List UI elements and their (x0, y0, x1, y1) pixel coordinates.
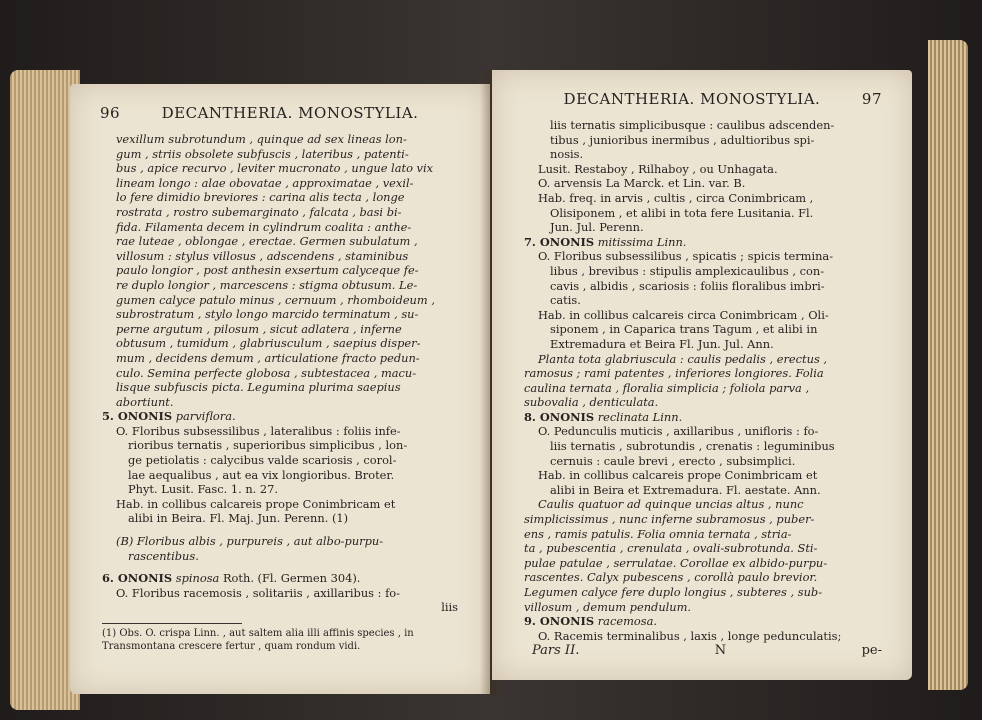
text-line: Hab. in collibus calcareis prope Conimbricam et (538, 468, 818, 483)
page-number-right: 97 (861, 90, 882, 108)
text-line: alibi in Beira et Extremadura. Fl. aestate. Ann. (550, 482, 821, 497)
text-line: simplicissimus , nunc inferne subramosus , puber- (524, 512, 815, 527)
left-running-header (100, 104, 460, 122)
text-line: Jun. Jul. Perenn. (550, 220, 644, 235)
entry-5-body (102, 424, 468, 526)
left-text-block (102, 132, 468, 653)
text-line: subrostratum , stylo longo marcido terminatum , su- (116, 307, 419, 322)
entry-6-species: spinosa (175, 571, 220, 586)
text-line: lisque subfuscis picta. Legumina plurima saepius (116, 380, 401, 395)
left-page (70, 84, 490, 694)
text-line: O. Floribus subsessilibus , lateralibus : foliis infe- (116, 423, 401, 438)
text-line: ramosus ; rami patentes , inferiores longiores. Folia (524, 366, 824, 381)
entry-8-species: reclinata Linn. (597, 409, 683, 424)
text-line: obtusum , tumidum , glabriusculum , saepius disper- (116, 336, 421, 351)
text-line: Phyt. Lusit. Fasc. 1. n. 27. (128, 482, 279, 497)
footnote-line: (1) Obs. O. crispa Linn. , aut saltem alia illi affinis species , in (102, 628, 414, 639)
text-line: rostrata , rostro subemarginato , falcata , basi bi- (116, 204, 402, 219)
text-line: bus , apice recurvo , leviter mucronato , ungue lato vix (116, 161, 434, 176)
text-line: Caulis quatuor ad quinque uncias altus , nunc (538, 497, 804, 512)
text-line: pulae patulae , serrulatae. Corollae ex albido-purpu- (524, 555, 828, 570)
entry-6-genus: 6. ONONIS (102, 571, 173, 586)
right-page-edges (928, 40, 968, 690)
footnote-rule (102, 623, 242, 624)
text-line: Hab. in collibus calcareis circa Conimbricam , Oli- (538, 307, 829, 322)
text-line: libus , brevibus : stipulis amplexicaulibus , con- (550, 263, 825, 278)
text-line: O. Floribus subsessilibus , spicatis ; spicis termina- (538, 249, 834, 264)
text-line: Lusit. Restaboy , Rilhaboy , ou Unhagata. (538, 161, 778, 176)
text-line: siponem , in Caparica trans Tagum , et alibi in (550, 322, 818, 337)
entry-6-heading (102, 571, 468, 586)
entry-8-genus: 8. ONONIS (524, 409, 595, 424)
text-line: Planta tota glabriuscula : caulis pedalis , erectus , (538, 351, 828, 366)
entry-5-heading (102, 409, 468, 424)
entry-9-heading (524, 614, 890, 629)
text-line: mum , decidens demum , articulatione fracto pedun- (116, 350, 420, 365)
right-page-footer (532, 643, 882, 658)
signature-mark: N (714, 643, 727, 658)
text-line: O. Floribus racemosis , solitariis , axillaribus : fo- (116, 585, 401, 600)
entry-7-heading (524, 235, 890, 250)
text-line: Extremadura et Beira Fl. Jun. Jul. Ann. (550, 336, 774, 351)
text-line: O. arvensis La Marck. et Lin. var. B. (538, 176, 746, 191)
text-line: rioribus ternatis , superioribus simplicibus , lon- (128, 438, 408, 453)
text-line: Hab. in collibus calcareis prope Conimbricam et (116, 496, 396, 511)
text-line: culo. Semina perfecte globosa , subtestacea , macu- (116, 365, 417, 380)
entry-8-heading (524, 410, 890, 425)
text-line: Hab. freq. in arvis , cultis , circa Conimbricam , (538, 190, 814, 205)
catchword-left: liis (441, 600, 458, 615)
entry-9-genus: 9. ONONIS (524, 614, 595, 629)
entry-7-genus: 7. ONONIS (524, 234, 595, 249)
text-line: ta , pubescentia , crenulata , ovali-subrotunda. Sti- (524, 541, 818, 556)
text-line: Olisiponem , et alibi in tota fere Lusitania. Fl. (550, 205, 814, 220)
text-line: alibi in Beira. Fl. Maj. Jun. Perenn. (1) (128, 511, 349, 526)
text-line: ge petiolatis : calycibus valde scariosis , corol- (128, 453, 397, 468)
text-line: perne argutum , pilosum , sicut adlatera , inferne (116, 321, 402, 336)
running-head-right: DECANTHERIA. MONOSTYLIA. (563, 90, 821, 108)
running-head-left: DECANTHERIA. MONOSTYLIA. (161, 104, 419, 122)
text-line: cavis , albidis , scariosis : foliis floralibus imbri- (550, 278, 825, 293)
text-line: ens , ramis patulis. Folia omnia ternata , stria- (524, 526, 792, 541)
text-line: subovalia , denticulata. (524, 395, 659, 410)
right-running-header (522, 90, 882, 108)
variety-line: (B) Floribus albis , purpureis , aut albo-purpu- (116, 534, 384, 549)
text-line: cernuis : caule brevi , erecto , subsimplici. (550, 453, 796, 468)
text-line: liis ternatis , subrotundis , crenatis : leguminibus (550, 439, 835, 454)
text-line: nosis. (550, 147, 584, 162)
text-line: re duplo longior , marcescens : stigma obtusum. Le- (116, 277, 418, 292)
text-line: rascentes. Calyx pubescens , corollà paulo brevior. (524, 570, 818, 585)
entry-9-species: racemosa. (597, 614, 657, 629)
entry-5-genus: 5. ONONIS (102, 409, 173, 424)
entry-5-species: parviflora. (175, 409, 236, 424)
variety-line: rascentibus. (128, 548, 199, 563)
text-line: lae aequalibus , aut ea vix longioribus. Broter. (128, 467, 395, 482)
text-line: gum , striis obsolete subfuscis , lateribus , patenti- (116, 146, 409, 161)
text-line: tibus , junioribus inermibus , adultioribus spi- (550, 132, 815, 147)
text-line: caulina ternata , floralia simplicia ; foliola parva , (524, 380, 810, 395)
text-line: catis. (550, 293, 581, 308)
right-page (492, 70, 912, 680)
text-line: lo fere dimidio breviores : carina alis tecta , longe (116, 190, 405, 205)
text-line: paulo longior , post anthesin exsertum calyceque fe- (116, 263, 419, 278)
text-line: villosum , demum pendulum. (524, 599, 692, 614)
page-number-left: 96 (100, 104, 121, 122)
catchword-right: pe- (861, 643, 882, 658)
text-line: O. Racemis terminalibus , laxis , longe pedunculatis; (538, 628, 842, 643)
text-line: rae luteae , oblongae , erectae. Germen subulatum , (116, 234, 418, 249)
text-line: villosum : stylus villosus , adscendens , staminibus (116, 248, 409, 263)
text-line: vexillum subrotundum , quinque ad sex lineas lon- (116, 132, 407, 146)
text-line: gumen calyce patulo minus , cernuum , rhomboideum , (116, 292, 435, 307)
text-line: abortiunt. (116, 394, 174, 409)
right-text-block (524, 118, 890, 643)
entry-6-author: Roth. (Fl. Germen 304). (222, 571, 361, 586)
text-line: lineam longo : alae obovatae , approximatae , vexil- (116, 175, 414, 190)
open-book (10, 30, 968, 710)
text-line: O. Pedunculis muticis , axillaribus , unifloris : fo- (538, 424, 819, 439)
entry-7-species: mitissima Linn. (597, 234, 687, 249)
text-line: Legumen calyce fere duplo longius , subteres , sub- (524, 585, 823, 599)
signature-text: Pars II. (532, 643, 580, 658)
text-line: fida. Filamenta decem in cylindrum coalita : anthe- (116, 219, 412, 234)
text-line: liis ternatis simplicibusque : caulibus adscenden- (550, 118, 835, 132)
footnote-line: Transmontana crescere fertur , quam rondum vidi. (102, 640, 361, 652)
